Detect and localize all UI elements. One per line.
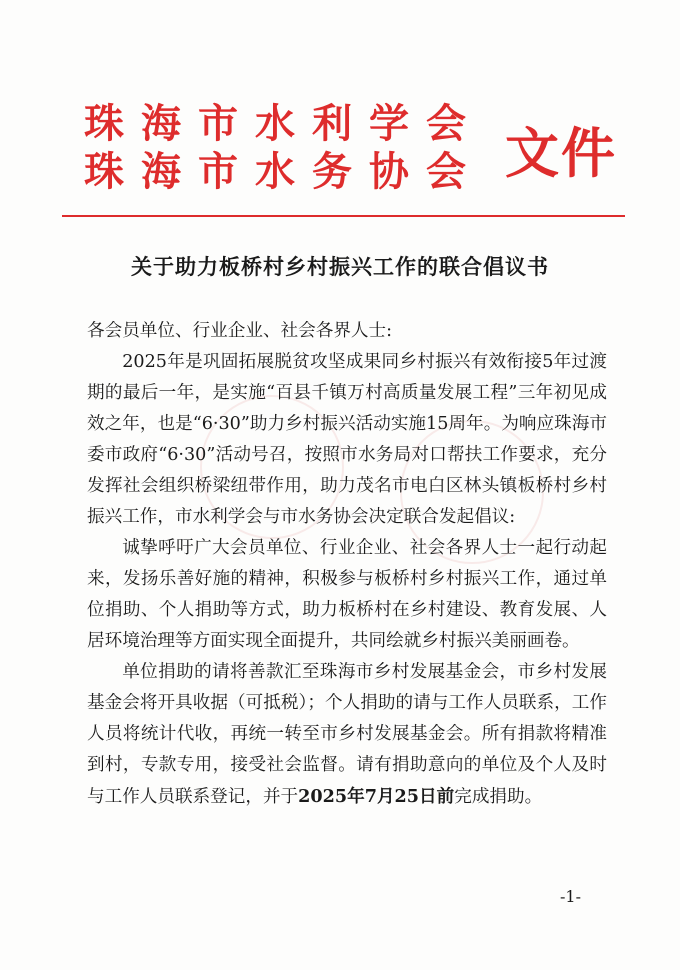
issuer-name-1: 珠海市水利学会	[84, 100, 483, 147]
issuer-name-2: 珠海市水务协会	[84, 148, 483, 195]
header-red-rule	[62, 215, 625, 217]
document-title: 关于助力板桥村乡村振兴工作的联合倡议书	[131, 254, 549, 279]
salutation: 各会员单位、行业企业、社会各界人士:	[87, 321, 393, 341]
paragraph-background: 2025年是巩固拓展脱贫攻坚成果同乡村振兴有效衔接5年过渡期的最后一年，是实施“百县千镇万村高质量发展工程”三年初见成效之年，也是“6·30”助力乡村振兴活动实施15周年。为响应珠海市委市政府“6·30”活动号召，按照市水务局对口帮扶工作要求，充分发挥社会组织桥梁纽带作用，助力茂名市电白区林头镇板桥村乡村振兴工作，市水利学会与市水务协会决定联合发起倡议:	[87, 352, 607, 527]
paragraph-appeal: 诚挚呼吁广大会员单位、行业企业、社会各界人士一起行动起来，发扬乐善好施的精神，积极参与板桥村乡村振兴工作，通过单位捐助、个人捐助等方式，助力板桥村在乡村建设、教育发展、人居环境治理等方面实现全面提升，共同绘就乡村振兴美丽画卷。	[87, 538, 607, 651]
paragraph-donation-instructions	[87, 657, 607, 813]
page-number: -1-	[560, 887, 581, 906]
donation-text: 单位捐助的请将善款汇至珠海市乡村发展基金会，市乡村发展基金会将开具收据（可抵税）；个人捐助的请与工作人员联系，工作人员将统计代收，再统一转至市乡村发展基金会。所有捐款将精准到村，专款专用，接受社会监督。请有捐助意向的单位及个人及时与工作人员联系登记，并于	[87, 662, 607, 807]
document-body	[87, 316, 607, 813]
document-type-label: 文件	[505, 121, 617, 185]
donation-text-end: 完成捐助。	[454, 787, 543, 807]
deadline-date: 2025年7月25日前	[298, 786, 455, 807]
